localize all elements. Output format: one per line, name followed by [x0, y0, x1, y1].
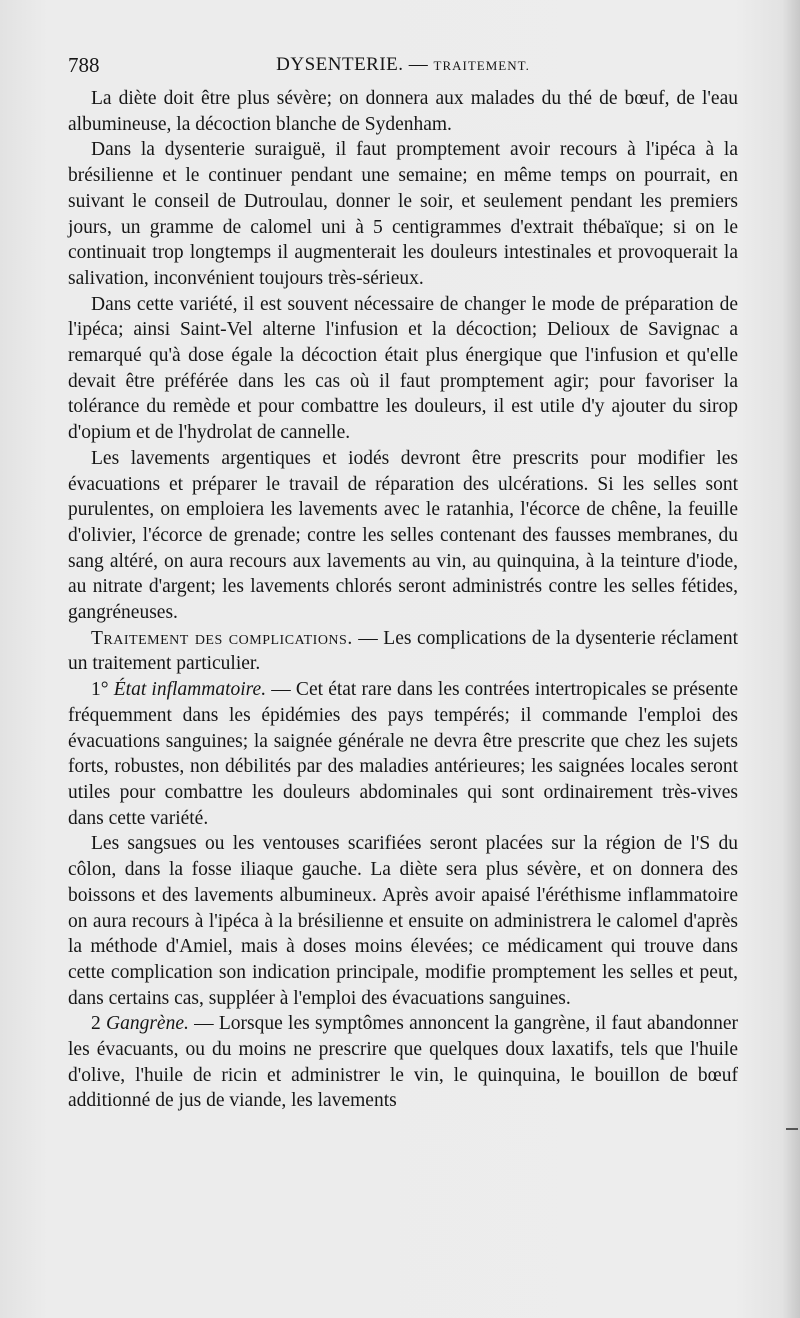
running-title — [68, 50, 738, 81]
subheading-gangrene: Gangrène. — [106, 1013, 189, 1035]
paragraph-complications — [68, 626, 738, 677]
edge-mark — [786, 1128, 798, 1130]
running-title-separator: — — [408, 54, 429, 75]
running-title-main: DYSENTERIE. — [276, 54, 404, 75]
page-header — [68, 50, 738, 80]
page-number: 788 — [68, 53, 100, 77]
paragraph-lavements: Les lavements argentiques et iodés devront être prescrits pour modifier les évacuations et préparer le travail de réparation des ulcérations. Si les selles sont purulentes, on emploiera les lavements avec le ratanhia, l'écorce de chêne, la feuille d'olivier, l'écorce de grenade; contre les selles contenant des fausses membranes, du sang altéré, on aura recours aux lavements au vin, au quinquina, à la teinture d'iode, au nitrate d'argent; les lavements chlorés seront administrés contre les selles fétides, gangréneuses. — [68, 447, 738, 624]
item-number-2: 2 — [91, 1013, 101, 1035]
paragraph-inflammatoire — [68, 677, 738, 831]
running-title-sub: TRAITEMENT. — [433, 58, 530, 73]
paragraph-sangsues: Les sangsues ou les ventouses scarifiées seront placées sur la région de l'S du côlon, dans la fosse iliaque gauche. La diète sera plus sévère, et on donnera des boissons et des lavements albumineux. Après avoir apaisé l'éréthisme inflammatoire on aura recours à l'ipéca à la brésilienne et ensuite on administrera le calomel d'après la méthode d'Amiel, mais à doses moins élevées; ce médicament qui trouve dans cette complication son indication principale, modifie promptement les selles et peut, dans certains cas, suppléer à l'emploi des évacuations sanguines. — [68, 833, 738, 1009]
paragraph-complications-text: — Les complications de la dysenterie réclament un traitement particulier. — [68, 627, 738, 675]
paragraph-inflammatoire-text: — Cet état rare dans les contrées intertropicales se présente fréquemment dans les épidémies des pays tempérés; il commande l'emploi des évacuations sanguines; la saignée générale ne devra être prescrite que chez les sujets forts, robustes, non débilités par des maladies antérieures; les saignées locales seront utiles pour combattre les douleurs abdominales qui sont ordinairement très-vives dans cette variété. — [68, 679, 738, 829]
subheading-inflammatoire: État inflammatoire. — [113, 679, 267, 701]
paragraph-suraigue: Dans la dysenterie suraiguë, il faut promptement avoir recours à l'ipéca à la brésilienne et le continuer pendant une semaine; en même temps on pourrait, en suivant le conseil de Dutroulau, donner le soir, et seulement pendant les premiers jours, un gramme de calomel uni à 5 centigrammes d'extrait thébaïque; si on le continuait trop longtemps il augmenterait les douleurs intestinales et provoquerait la salivation, inconvénient toujours très-sérieux. — [68, 139, 738, 289]
body-text — [68, 86, 738, 1114]
page-edge-shadow — [782, 0, 800, 1318]
paragraph-variete: Dans cette variété, il est souvent nécessaire de changer le mode de préparation de l'ipéca; ainsi Saint-Vel alterne l'infusion et la décoction; Delioux de Savignac a remarqué qu'à dose égale la décoction était plus énergique que l'infusion et qu'elle devait être préférée dans les cas où il faut promptement agir; pour favoriser la tolérance du remède et pour combattre les douleurs, il est utile d'y ajouter du sirop d'opium et de l'hydrolat de cannelle. — [68, 293, 738, 444]
item-number-1: 1° — [91, 679, 109, 701]
paragraph-gangrene — [68, 1011, 738, 1114]
paragraph-gangrene-text: — Lorsque les symptômes annoncent la gangrène, il faut abandonner les évacuants, ou du moins ne prescrire que quelques doux laxatifs, tels que l'huile d'olive, l'huile de ricin et administrer le vin, le quinquina, le bouillon de bœuf additionné de jus de viande, les lavements — [68, 1013, 739, 1112]
paragraph-diet: La diète doit être plus sévère; on donnera aux malades du thé de bœuf, de l'eau albumineuse, la décoction blanche de Sydenham. — [68, 88, 738, 135]
section-heading-complications: Traitement des complications. — [91, 627, 353, 649]
